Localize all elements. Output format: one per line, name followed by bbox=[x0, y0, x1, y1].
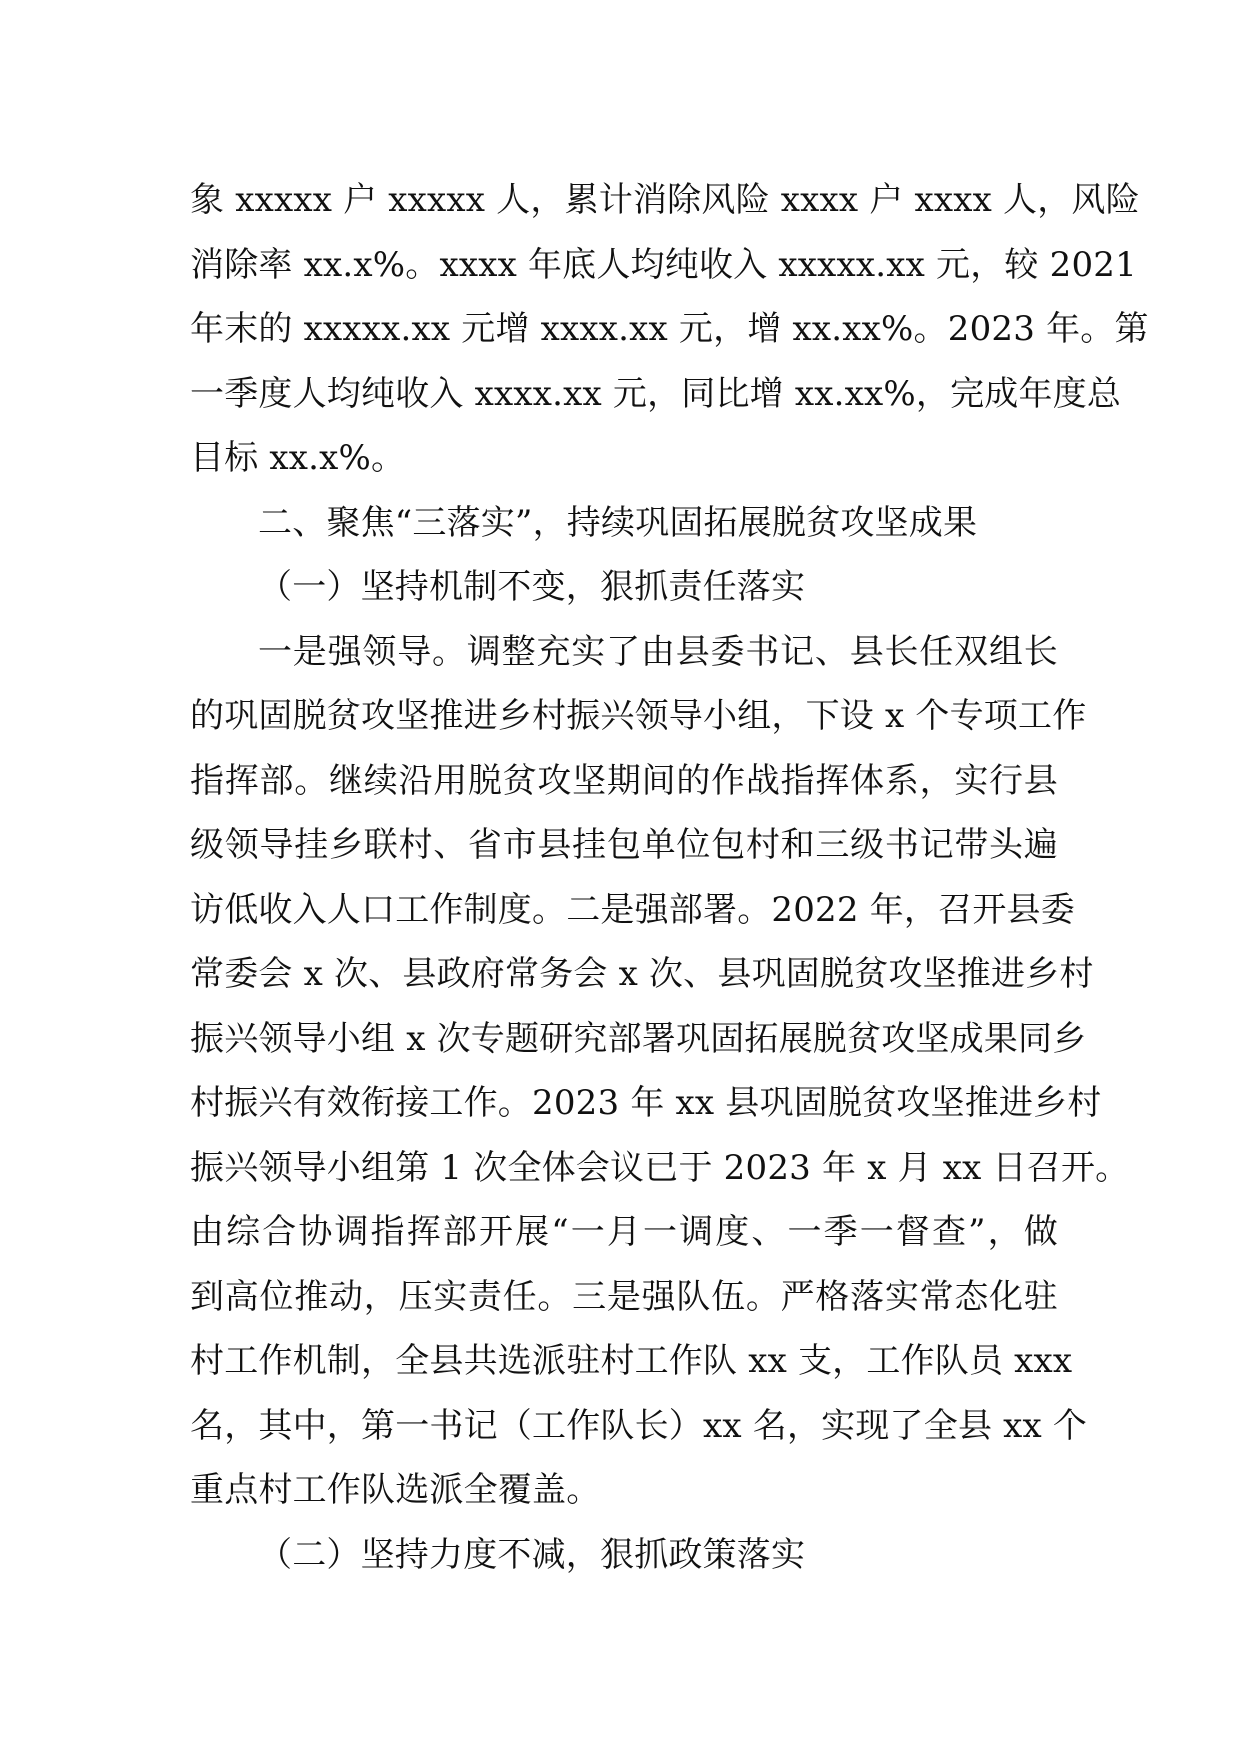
text-line: 目标 xx.x%。 bbox=[190, 438, 406, 478]
text-line: 村振兴有效衔接工作。2023 年 xx 县巩固脱贫攻坚推进乡村 bbox=[190, 1083, 1102, 1123]
text-line: 一是强领导。调整充实了由县委书记、县长任双组长 bbox=[258, 631, 1058, 672]
text-line: 访低收入人口工作制度。二是强部署。2022 年，召开县委 bbox=[190, 889, 1075, 930]
subsection-heading: （二）坚持力度不减，狠抓政策落实 bbox=[258, 1534, 806, 1575]
text-line: 象 xxxxx 户 xxxxx 人，累计消除风险 xxxx 户 xxxx 人，风险 bbox=[190, 180, 1140, 220]
text-line: 重点村工作队选派全覆盖。 bbox=[190, 1470, 601, 1510]
text-line: 年末的 xxxxx.xx 元增 xxxx.xx 元，增 xx.xx%。2023 年。第 bbox=[190, 309, 1149, 349]
document-body bbox=[190, 168, 1149, 1587]
subsection-heading: （一）坚持机制不变，狠抓责任落实 bbox=[258, 567, 806, 607]
text-line: 常委会 x 次、县政府常务会 x 次、县巩固脱贫攻坚推进乡村 bbox=[190, 954, 1094, 994]
text-line: 由综合协调指挥部开展“一月一调度、一季一督查”，做 bbox=[190, 1212, 1058, 1252]
text-line: 的巩固脱贫攻坚推进乡村振兴领导小组，下设 x 个专项工作 bbox=[190, 696, 1087, 736]
text-line: 消除率 xx.x%。xxxx 年底人均纯收入 xxxxx.xx 元，较 2021 bbox=[190, 244, 1137, 285]
text-line: 指挥部。继续沿用脱贫攻坚期间的作战指挥体系，实行县 bbox=[190, 760, 1058, 801]
section-heading: 二、聚焦“三落实”，持续巩固拓展脱贫攻坚成果 bbox=[258, 502, 978, 543]
text-line: 村工作机制，全县共选派驻村工作队 xx 支，工作队员 xxx bbox=[190, 1341, 1073, 1381]
text-line: 到高位推动，压实责任。三是强队伍。严格落实常态化驻 bbox=[190, 1276, 1058, 1317]
text-line: 一季度人均纯收入 xxxx.xx 元，同比增 xx.xx%，完成年度总 bbox=[190, 373, 1122, 414]
text-line: 振兴领导小组第 1 次全体会议已于 2023 年 x 月 xx 日召开。 bbox=[190, 1147, 1130, 1188]
text-line: 名，其中，第一书记（工作队长）xx 名，实现了全县 xx 个 bbox=[190, 1405, 1088, 1446]
text-line: 振兴领导小组 x 次专题研究部署巩固拓展脱贫攻坚成果同乡 bbox=[190, 1018, 1087, 1059]
text-line: 级领导挂乡联村、省市县挂包单位包村和三级书记带头遍 bbox=[190, 825, 1058, 865]
